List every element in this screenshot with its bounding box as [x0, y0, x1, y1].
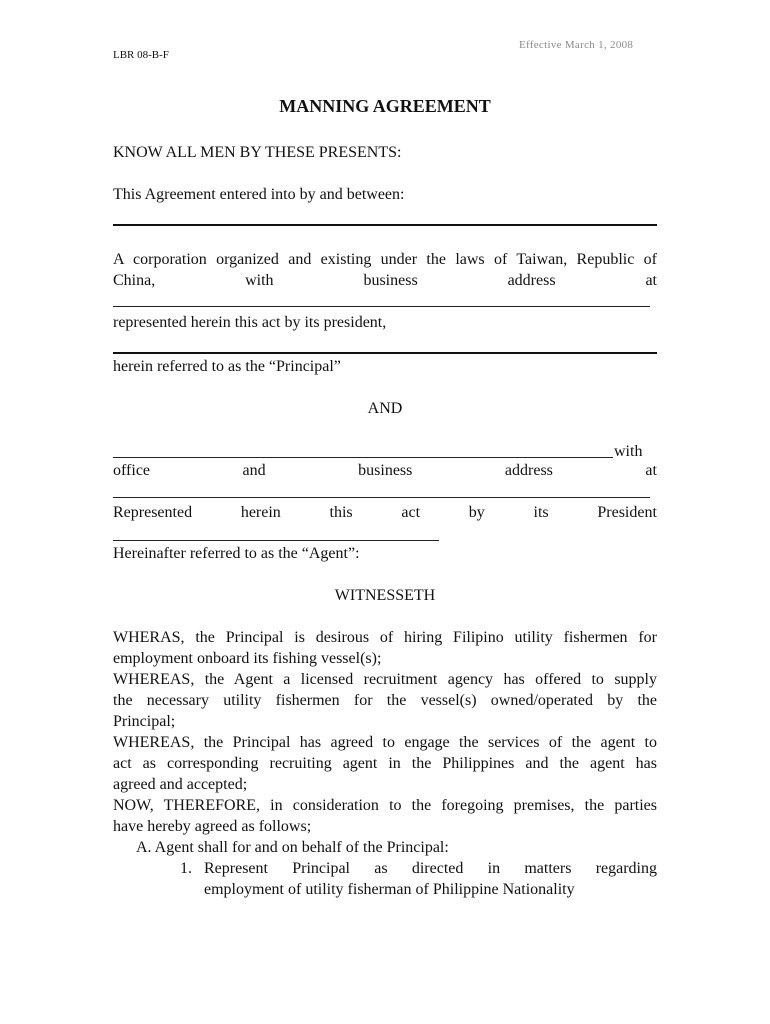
agent-president-line — [113, 540, 439, 541]
represented-word: Represented — [113, 504, 193, 521]
agent-referred: Hereinafter referred to as the “Agent”: — [113, 545, 360, 562]
agent-represented-row — [113, 502, 657, 523]
agreement-intro: This Agreement entered into by and between: — [113, 186, 405, 203]
now-therefore-line-1: NOW, THEREFORE, in consideration to the foregoing premises, the parties — [113, 797, 657, 814]
office-word: at — [645, 462, 657, 479]
represented-word: act — [401, 504, 421, 521]
represented-word: this — [329, 504, 353, 521]
effective-date: Effective March 1, 2008 — [519, 39, 634, 51]
form-code: LBR 08-B-F — [113, 49, 169, 61]
whereas-3-line-2: act as corresponding recruiting agent in the Philippines and the agent has — [113, 755, 657, 772]
principal-address-row — [113, 270, 657, 291]
page-title: MANNING AGREEMENT — [279, 96, 491, 116]
represented-word: its — [533, 504, 549, 521]
whereas-3-line-3: agreed and accepted; — [113, 776, 248, 793]
clause-item-1-line-2: employment of utility fisherman of Philippine Nationality — [204, 881, 575, 898]
and-separator: AND — [367, 400, 403, 417]
clause-item-1-line-1: Represent Principal as directed in matters regarding — [204, 860, 657, 877]
office-word: and — [242, 462, 266, 479]
clause-item-number: 1. — [180, 860, 192, 877]
principal-corp-line: A corporation organized and existing under the laws of Taiwan, Republic of — [113, 251, 657, 268]
address-word: address — [507, 272, 556, 289]
know-all-heading: KNOW ALL MEN BY THESE PRESENTS: — [113, 144, 402, 161]
principal-referred: herein referred to as the “Principal” — [113, 358, 341, 375]
represented-word: by — [468, 504, 485, 521]
clause-a: A. Agent shall for and on behalf of the Principal: — [136, 839, 449, 856]
address-word: business — [363, 272, 418, 289]
whereas-1-line-2: employment onboard its fishing vessel(s); — [113, 650, 382, 667]
office-word: office — [113, 462, 151, 479]
address-word: with — [245, 272, 274, 289]
agent-office-row — [113, 460, 657, 481]
whereas-2-line-1: WHEREAS, the Agent a licensed recruitment agency has offered to supply — [113, 671, 657, 688]
principal-represented: represented herein this act by its president, — [113, 314, 387, 331]
address-word: China, — [113, 272, 156, 289]
agent-address-line — [113, 497, 650, 498]
witnesseth-heading: WITNESSETH — [334, 587, 436, 604]
whereas-2-line-2: the necessary utility fishermen for the vessel(s) owned/operated by the — [113, 692, 657, 709]
office-word: address — [504, 462, 553, 479]
represented-word: President — [597, 504, 657, 521]
whereas-3-line-1: WHEREAS, the Principal has agreed to engage the services of the agent to — [113, 734, 657, 751]
agent-name-line — [113, 457, 613, 458]
agent-with-word: with — [614, 443, 643, 460]
principal-name-line — [113, 224, 657, 226]
address-word: at — [645, 272, 657, 289]
whereas-1-line-1: WHERAS, the Principal is desirous of hiring Filipino utility fishermen for — [113, 629, 657, 646]
principal-address-line — [113, 306, 650, 307]
now-therefore-line-2: have hereby agreed as follows; — [113, 818, 312, 835]
whereas-2-line-3: Principal; — [113, 713, 176, 730]
president-name-line — [113, 352, 657, 354]
represented-word: herein — [240, 504, 281, 521]
office-word: business — [358, 462, 413, 479]
